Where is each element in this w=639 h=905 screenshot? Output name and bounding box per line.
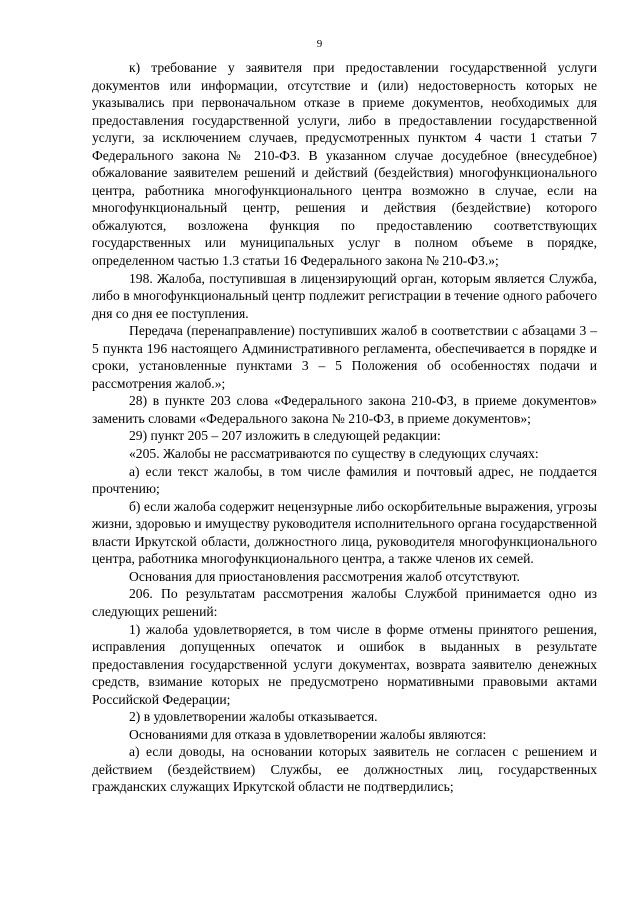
document-body <box>92 59 597 796</box>
paragraph-198-registration: 198. Жалоба, поступившая в лицензирующий орган, которым является Служба, либо в многофункциональный центр подлежит регистрации в течение одного рабочего дня со дня ее поступления. <box>92 270 597 321</box>
paragraph-29-amendment: 29) пункт 205 – 207 изложить в следующей редакции: <box>129 428 441 444</box>
paragraph-205-b: б) если жалоба содержит нецензурные либо оскорбительные выражения, угрозы жизни, здоровью и имуществу руководителя исполнительного органа государственной власти Иркутской области, должностного лица, руководителя многофункционального центра, работника многофункционального центра, а также членов их семей. <box>92 498 597 567</box>
paragraph-forwarding: Передача (перенаправление) поступивших жалоб в соответствии с абзацами 3 – 5 пункта 196 настоящего Административного регламента, обеспечивается в порядке и сроки, установленные пунктами 3 – 5 Положения об особенностях подачи и рассмотрения жалоб.»; <box>92 323 597 391</box>
page-number: 9 <box>316 38 323 50</box>
paragraph-205-a: а) если текст жалобы, в том числе фамилия и почтовый адрес, не поддается прочтению; <box>92 463 597 497</box>
paragraph-205-intro: «205. Жалобы не рассматриваются по существу в следующих случаях: <box>129 446 539 462</box>
paragraph-206-1: 1) жалоба удовлетворяется, в том числе в форме отмены принятого решения, исправления допущенных опечаток и ошибок в выданных в результате предоставления государственной услуги документах, возврата заявителю денежных средств, взимание которых не предусмотрено нормативными правовыми актами Российской Федерации; <box>92 621 597 707</box>
paragraph-refusal-a: а) если доводы, на основании которых заявитель не согласен с решением и действием (бездействием) Службы, ее должностных лиц, государственных гражданских служащих Иркутской области не подтвердились; <box>92 744 597 795</box>
paragraph-206-intro: 206. По результатам рассмотрения жалобы Службой принимается одно из следующих решений: <box>92 586 597 619</box>
paragraph-206-2: 2) в удовлетворении жалобы отказывается. <box>129 709 378 725</box>
paragraph-28-amendment: 28) в пункте 203 слова «Федерального закона 210-ФЗ, в приеме документов» заменить словами «Федерального закона № 210-ФЗ, в приеме документов»; <box>92 393 597 426</box>
paragraph-refusal-grounds: Основаниями для отказа в удовлетворении жалобы являются: <box>129 726 487 742</box>
paragraph-suspension: Основания для приостановления рассмотрения жалоб отсутствуют. <box>129 568 520 584</box>
paragraph-k-requirement: к) требование у заявителя при предоставлении государственной услуги документов или информации, отсутствие и (или) недостоверность которых не указывались при первоначальном отказе в приеме документов, необходимых для предоставления государственной услуги, либо в предоставлении государственной услуги, за исключением случаев, предусмотренных пунктом 4 части 1 статьи 7 Федерального закона № 210-ФЗ. В указанном случае досудебное (внесудебное) обжалование заявителем решений и действий (бездействия) многофункционального центра, работника многофункционального центра возможно в случае, если на многофункциональный центр, решения и действия (бездействие) которого обжалуются, возложена функция по предоставлению соответствующих государственных или муниципальных услуг в полном объеме в порядке, определенном частью 1.3 статьи 16 Федерального закона № 210-ФЗ.»; <box>92 60 597 269</box>
